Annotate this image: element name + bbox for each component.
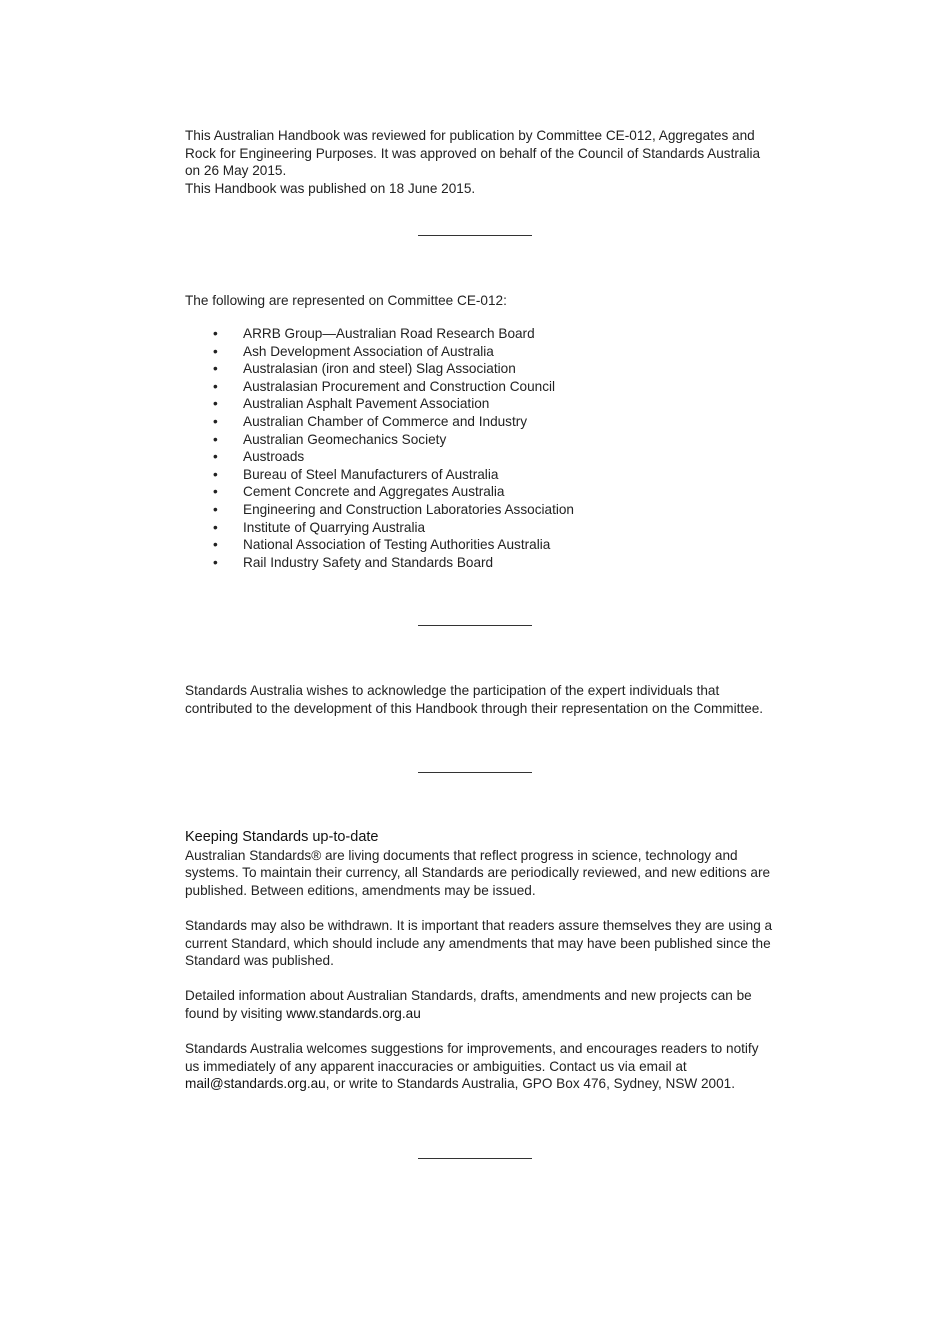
- committee-member-name: Bureau of Steel Manufacturers of Australia: [243, 466, 499, 482]
- approval-statement: [185, 127, 775, 197]
- bullet-icon: •: [213, 484, 218, 500]
- committee-member-item: [185, 378, 775, 396]
- committee-member-item: [185, 483, 775, 501]
- bullet-icon: •: [213, 396, 218, 412]
- committee-member-name: Rail Industry Safety and Standards Board: [243, 554, 494, 570]
- committee-member-name: Engineering and Construction Laboratories Association: [243, 501, 574, 517]
- section-divider: [418, 1158, 532, 1159]
- bullet-icon: •: [213, 554, 218, 570]
- committee-member-item: [185, 360, 775, 378]
- committee-member-name: Australasian (iron and steel) Slag Association: [243, 361, 516, 377]
- committee-member-item: [185, 448, 775, 466]
- bullet-icon: •: [213, 537, 218, 553]
- paragraph-living-documents: Australian Standards® are living documents that reflect progress in science, technology and systems. To maintain their currency, all Standards are periodically reviewed, and new editions are published. Between editions, amendments may be issued.: [185, 847, 771, 898]
- committee-member-item: [185, 431, 775, 449]
- bullet-icon: •: [213, 378, 218, 394]
- committee-member-name: Australasian Procurement and Construction Council: [243, 378, 556, 394]
- committee-member-name: Australian Chamber of Commerce and Industry: [243, 413, 528, 429]
- committee-intro: [185, 292, 775, 310]
- committee-member-name: Institute of Quarrying Australia: [243, 519, 426, 535]
- bullet-icon: •: [213, 343, 218, 359]
- email-link[interactable]: mail@standards.org.au: [185, 1076, 326, 1092]
- bullet-icon: •: [213, 501, 218, 517]
- bullet-icon: •: [213, 413, 218, 429]
- section-heading: Keeping Standards up-to-date: [185, 829, 379, 845]
- keeping-standards-section: [185, 829, 775, 1093]
- section-divider: [418, 625, 532, 626]
- committee-member-name: Australian Geomechanics Society: [243, 431, 447, 447]
- section-divider: [418, 772, 532, 773]
- paragraph-withdrawn: Standards may also be withdrawn. It is important that readers assure themselves they are using a current Standard, which should include any amendments that may have been published since the Standard was published.: [185, 917, 773, 969]
- committee-member-item: [185, 413, 775, 431]
- committee-member-item: [185, 501, 775, 519]
- paragraph-information: [185, 987, 775, 1022]
- committee-member-name: National Association of Testing Authorities Australia: [243, 537, 551, 553]
- contact-text: Standards Australia welcomes suggestions for improvements, and encourages readers to notify us immediately of any apparent inaccuracies or ambiguities. Contact us via email at: [185, 1041, 759, 1074]
- bullet-icon: •: [213, 466, 218, 482]
- committee-member-name: Australian Asphalt Pavement Association: [243, 396, 490, 412]
- approval-text: This Australian Handbook was reviewed for publication by Committee CE-012, Aggregates and Rock for Engineering Purposes. It was approved on behalf of the Council of Standards Australia on 26 May 2015.: [185, 128, 761, 179]
- committee-member-item: [185, 536, 775, 554]
- committee-member-list: [185, 325, 775, 571]
- bullet-icon: •: [213, 449, 218, 465]
- acknowledgement: [185, 682, 775, 717]
- bullet-icon: •: [213, 519, 218, 535]
- committee-member-item: [185, 554, 775, 572]
- bullet-icon: •: [213, 431, 218, 447]
- postal-address-text: , or write to Standards Australia, GPO Box 476, Sydney, NSW 2001.: [325, 1076, 736, 1092]
- information-text: Detailed information about Australian Standards, drafts, amendments and new projects can be found by visiting: [185, 988, 752, 1021]
- bullet-icon: •: [213, 361, 218, 377]
- committee-member-item: [185, 343, 775, 361]
- committee-member-item: [185, 395, 775, 413]
- website-link[interactable]: www.standards.org.au: [286, 1005, 421, 1021]
- committee-member-name: Austroads: [243, 449, 305, 465]
- committee-member-name: ARRB Group—Australian Road Research Board: [243, 326, 535, 341]
- committee-member-item: [185, 466, 775, 484]
- committee-member-name: Ash Development Association of Australia: [243, 343, 494, 359]
- acknowledgement-text: Standards Australia wishes to acknowledge the participation of the expert individuals that contributed to the development of this Handbook through their representation on the Committee.: [185, 683, 764, 716]
- committee-member-item: [185, 325, 775, 343]
- committee-member-name: Cement Concrete and Aggregates Australia: [243, 484, 505, 500]
- section-divider: [418, 235, 532, 236]
- committee-intro-text: The following are represented on Committee CE-012:: [185, 293, 507, 308]
- publication-date-text: This Handbook was published on 18 June 2015.: [185, 180, 476, 196]
- paragraph-contact: [185, 1040, 775, 1093]
- committee-member-item: [185, 519, 775, 537]
- bullet-icon: •: [213, 326, 218, 341]
